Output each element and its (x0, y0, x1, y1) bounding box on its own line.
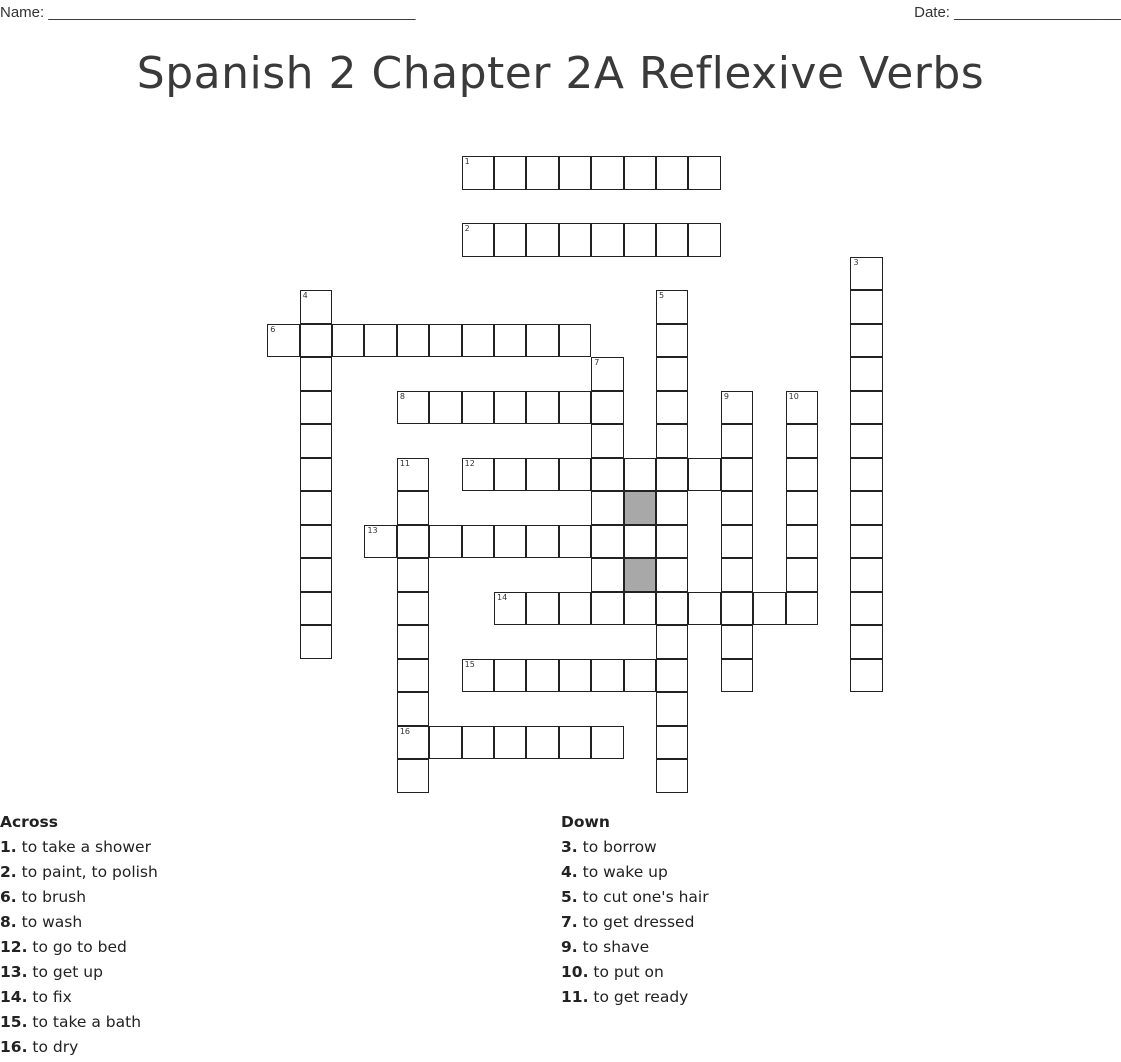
grid-cell[interactable] (591, 592, 623, 626)
grid-cell[interactable] (300, 558, 332, 592)
grid-cell[interactable] (591, 391, 623, 425)
grid-cell[interactable] (786, 525, 818, 559)
grid-cell[interactable] (850, 290, 882, 324)
grid-cell[interactable] (462, 391, 494, 425)
grid-cell[interactable] (688, 458, 720, 492)
clue-number: 16 (399, 726, 411, 736)
across-clue: 12. to go to bed (0, 938, 127, 956)
grid-cell[interactable] (721, 391, 753, 425)
grid-cell[interactable] (591, 491, 623, 525)
down-clue: 5. to cut one's hair (561, 888, 709, 906)
grid-cell[interactable] (721, 458, 753, 492)
grid-cell[interactable] (397, 625, 429, 659)
grid-cell[interactable] (429, 391, 461, 425)
grid-cell[interactable] (656, 391, 688, 425)
grid-cell[interactable] (656, 424, 688, 458)
across-clue: 13. to get up (0, 963, 103, 981)
grid-cell[interactable] (656, 156, 688, 190)
across-clue: 8. to wash (0, 913, 83, 931)
grid-cell[interactable] (364, 525, 396, 559)
grid-cell[interactable] (624, 223, 656, 257)
grid-cell[interactable] (656, 290, 688, 324)
grid-cell[interactable] (850, 592, 882, 626)
down-clue: 11. to get ready (561, 988, 689, 1006)
grid-cell[interactable] (397, 726, 429, 760)
across-clue: 2. to paint, to polish (0, 863, 158, 881)
grid-cell[interactable] (494, 458, 526, 492)
grid-cell[interactable] (786, 424, 818, 458)
grid-cell[interactable] (397, 558, 429, 592)
grid-cell[interactable] (688, 156, 720, 190)
down-clue: 4. to wake up (561, 863, 668, 881)
grid-cell[interactable] (656, 324, 688, 358)
grid-cell[interactable] (786, 592, 818, 626)
grid-cell[interactable] (397, 458, 429, 492)
grid-cell[interactable] (526, 458, 558, 492)
grid-cell[interactable] (300, 324, 332, 358)
grid-cell[interactable] (494, 659, 526, 693)
grid-cell[interactable] (591, 458, 623, 492)
grid-cell[interactable] (786, 558, 818, 592)
grid-cell[interactable] (559, 525, 591, 559)
across-heading: Across (0, 813, 58, 831)
grid-cell[interactable] (656, 223, 688, 257)
grid-cell[interactable] (624, 592, 656, 626)
grid-cell[interactable] (364, 324, 396, 358)
grid-cell[interactable] (591, 525, 623, 559)
grid-cell[interactable] (850, 491, 882, 525)
down-clue: 7. to get dressed (561, 913, 695, 931)
grid-cell[interactable] (397, 692, 429, 726)
across-clue: 16. to dry (0, 1038, 79, 1056)
clue-number: 15 (464, 659, 475, 669)
grid-cell[interactable] (656, 659, 688, 693)
across-clues (0, 812, 158, 1062)
name-field[interactable]: Name: ____________________________________________ (0, 4, 416, 21)
grid-cell[interactable] (397, 391, 429, 425)
grid-cell[interactable] (559, 659, 591, 693)
grid-cell[interactable] (591, 726, 623, 760)
grid-cell[interactable] (559, 391, 591, 425)
grid-cell[interactable] (526, 324, 558, 358)
grid-cell[interactable] (300, 491, 332, 525)
clue-number: 14 (497, 592, 508, 602)
grid-cell[interactable] (656, 726, 688, 760)
grid-cell[interactable] (267, 324, 299, 358)
grid-cell[interactable] (300, 625, 332, 659)
grid-cell[interactable] (624, 659, 656, 693)
grid-cell[interactable] (850, 659, 882, 693)
grid-cell[interactable] (559, 324, 591, 358)
grid-cell[interactable] (721, 491, 753, 525)
grid-cell[interactable] (397, 659, 429, 693)
grid-cell[interactable] (397, 592, 429, 626)
grid-cell[interactable] (397, 491, 429, 525)
grid-cell[interactable] (721, 625, 753, 659)
grid-cell[interactable] (462, 156, 494, 190)
clue-number: 7 (594, 358, 600, 368)
clue-number: 13 (367, 525, 378, 535)
grid-cell[interactable] (462, 223, 494, 257)
grid-cell[interactable] (688, 223, 720, 257)
grid-cell[interactable] (591, 357, 623, 391)
grid-cell[interactable] (624, 458, 656, 492)
grid-cell[interactable] (526, 592, 558, 626)
down-clue: 9. to shave (561, 938, 650, 956)
grid-cell[interactable] (656, 525, 688, 559)
grid-cell[interactable] (850, 324, 882, 358)
grid-cell[interactable] (591, 659, 623, 693)
grid-cell[interactable] (332, 324, 364, 358)
grid-cell[interactable] (526, 223, 558, 257)
grid-cell[interactable] (300, 357, 332, 391)
grid-cell[interactable] (397, 324, 429, 358)
grid-cell[interactable] (786, 491, 818, 525)
across-clue: 1. to take a shower (0, 838, 151, 856)
clue-number: 9 (723, 391, 729, 401)
across-clue: 15. to take a bath (0, 1013, 142, 1031)
grid-cell[interactable] (656, 491, 688, 525)
grid-cell[interactable] (656, 759, 688, 793)
across-clue: 6. to brush (0, 888, 87, 906)
grid-cell[interactable] (753, 592, 785, 626)
grid-cell[interactable] (300, 592, 332, 626)
down-heading: Down (561, 813, 610, 831)
date-field[interactable]: Date: ____________________ (914, 4, 1121, 21)
grid-cell[interactable] (591, 424, 623, 458)
grid-cell[interactable] (429, 726, 461, 760)
grid-cell[interactable] (300, 290, 332, 324)
grid-cell[interactable] (494, 726, 526, 760)
grid-cell[interactable] (462, 726, 494, 760)
grid-cell[interactable] (462, 458, 494, 492)
clue-number: 1 (464, 157, 470, 167)
grid-cell[interactable] (721, 659, 753, 693)
grid-cell[interactable] (591, 223, 623, 257)
grid-cell[interactable] (850, 257, 882, 291)
grid-cell[interactable] (850, 424, 882, 458)
clue-number: 12 (464, 458, 475, 468)
grid-cell[interactable] (462, 324, 494, 358)
grid-cell[interactable] (494, 525, 526, 559)
grid-cell[interactable] (397, 759, 429, 793)
clue-number: 6 (270, 324, 276, 334)
grid-cell[interactable] (591, 156, 623, 190)
grid-cell[interactable] (721, 424, 753, 458)
grid-cell[interactable] (786, 391, 818, 425)
across-clue: 14. to fix (0, 988, 72, 1006)
down-clue: 3. to borrow (561, 838, 657, 856)
grid-cell[interactable] (300, 424, 332, 458)
grid-cell[interactable] (526, 391, 558, 425)
grid-cell[interactable] (300, 525, 332, 559)
grid-cell[interactable] (397, 525, 429, 559)
grid-cell[interactable] (526, 156, 558, 190)
grid-cell[interactable] (526, 726, 558, 760)
clue-number: 5 (659, 291, 665, 301)
grid-cell[interactable] (850, 558, 882, 592)
grid-cell[interactable] (429, 525, 461, 559)
grid-cell[interactable] (494, 156, 526, 190)
grid-cell[interactable] (624, 156, 656, 190)
grid-cell[interactable] (494, 223, 526, 257)
grid-cell[interactable] (559, 592, 591, 626)
grid-cell[interactable] (656, 625, 688, 659)
grid-cell[interactable] (850, 625, 882, 659)
down-clue: 10. to put on (561, 963, 664, 981)
grid-cell[interactable] (656, 558, 688, 592)
grid-cell[interactable] (526, 525, 558, 559)
grid-cell[interactable] (559, 223, 591, 257)
grid-cell[interactable] (850, 458, 882, 492)
grid-cell[interactable] (494, 324, 526, 358)
clue-number: 10 (788, 391, 799, 401)
clue-number: 4 (302, 291, 308, 301)
clue-number: 11 (399, 458, 411, 468)
grid-cell[interactable] (591, 558, 623, 592)
grid-cell[interactable] (656, 458, 688, 492)
grid-cell[interactable] (462, 525, 494, 559)
grid-cell[interactable] (462, 659, 494, 693)
grid-cell[interactable] (786, 458, 818, 492)
shaded-cell (624, 558, 656, 592)
grid-cell[interactable] (688, 592, 720, 626)
grid-cell[interactable] (300, 391, 332, 425)
down-clues (561, 812, 709, 1012)
grid-cell[interactable] (850, 525, 882, 559)
grid-cell[interactable] (656, 357, 688, 391)
grid-cell[interactable] (559, 156, 591, 190)
grid-cell[interactable] (721, 558, 753, 592)
grid-cell[interactable] (429, 324, 461, 358)
grid-cell[interactable] (850, 391, 882, 425)
puzzle-title: Spanish 2 Chapter 2A Reflexive Verbs (136, 48, 985, 99)
clue-number: 2 (464, 224, 470, 234)
grid-cell[interactable] (559, 726, 591, 760)
grid-cell[interactable] (526, 659, 558, 693)
shaded-cell (624, 491, 656, 525)
grid-cell[interactable] (494, 391, 526, 425)
clue-number: 3 (853, 257, 859, 267)
grid-cell[interactable] (850, 357, 882, 391)
grid-cell[interactable] (656, 592, 688, 626)
clue-number: 8 (399, 391, 405, 401)
grid-cell[interactable] (494, 592, 526, 626)
grid-cell[interactable] (721, 592, 753, 626)
grid-cell[interactable] (721, 525, 753, 559)
grid-cell[interactable] (656, 692, 688, 726)
grid-cell[interactable] (300, 458, 332, 492)
grid-cell[interactable] (624, 525, 656, 559)
grid-cell[interactable] (559, 458, 591, 492)
